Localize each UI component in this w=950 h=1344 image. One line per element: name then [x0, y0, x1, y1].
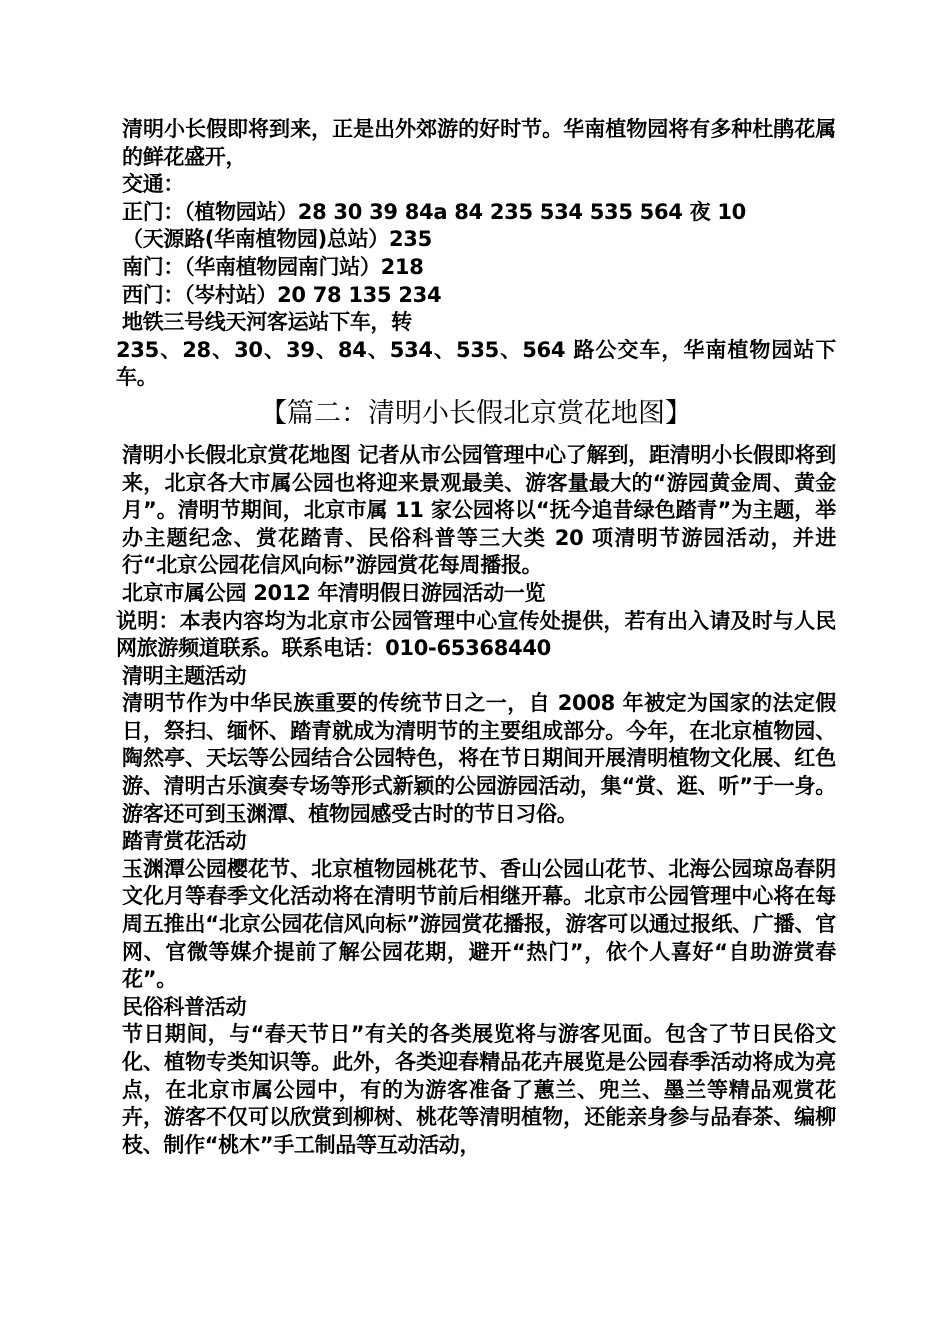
section-heading: 【篇二：清明小长假北京赏花地图】 — [260, 397, 692, 429]
subheading-theme: 清明主题活动 — [122, 663, 247, 688]
flowers-paragraph: 玉渊潭公园樱花节、北京植物园桃花节、香山公园山花节、北海公园琼岛春阴文化月等春季文化活动将在清明节前后相继开幕。北京市公园管理中心将在每周五推出“北京公园花信风向标”游园赏花播报，游客可以通过报纸、广播、官网、官微等媒介提前了解公园花期，避开“热门”，依个人喜好“自助游赏春花”。 — [122, 856, 836, 992]
theme-paragraph: 清明节作为中华民族重要的传统节日之一，自 2008 年被定为国家的法定假日，祭扫、缅怀、踏青就成为清明节的主要组成部分。今年，在北京植物园、陶然亭、天坛等公园结合公园特色，将在节日期间开展清明植物文化展、红色游、清明古乐演奏专场等形式新颖的公园游园活动，集“赏、逛、听”于一身。游客还可到玉渊潭、植物园感受古时的节日习俗。 — [122, 691, 836, 826]
tianyuan-line: （天源路(华南植物园)总站）235 — [122, 227, 432, 252]
beijing-intro-paragraph: 清明小长假北京赏花地图 记者从市公园管理中心了解到，距清明小长假即将到来，北京各大市属公园也将迎来景观最美、游客量最大的“游园黄金周、黄金月”。清明节期间，北京市属 11 家公园将以“抚今追昔绿色踏青”为主题，举办主题纪念、赏花踏青、民俗科普等三大类 20 项清明节游园活动，并进行“北京公园花信风向标”游园赏花每周播报。 — [122, 442, 836, 578]
west-gate-line: 西门：（岑村站）20 78 135 234 — [122, 282, 442, 307]
note-paragraph: 说明：本表内容均为北京市公园管理中心宣传处提供，若有出入请及时与人民网旅游频道联系。联系电话：010-65368440 — [116, 608, 836, 661]
bus-transfer-line: 235、28、30、39、84、534、535、564 路公交车，华南植物园站下车。 — [116, 337, 836, 390]
folk-paragraph: 节日期间，与“春天节日”有关的各类展览将与游客见面。包含了节日民俗文化、植物专类知识等。此外，各类迎春精品花卉展览是公园春季活动将成为亮点，在北京市属公园中，有的为游客准备了蕙兰、兜兰、墨兰等精品观赏花卉，游客不仅可以欣赏到柳树、桃花等清明植物，还能亲身参与品春茶、编柳枝、制作“桃木”手工制品等互动活动， — [122, 1022, 836, 1157]
subheading-flowers: 踏青赏花活动 — [122, 829, 247, 854]
main-gate-line: 正门：（植物园站）28 30 39 84a 84 235 534 535 564 夜 10 — [122, 199, 746, 224]
transport-label: 交通： — [122, 172, 185, 197]
subheading-folk: 民俗科普活动 — [122, 994, 247, 1019]
intro-paragraph: 清明小长假即将到来，正是出外郊游的好时节。华南植物园将有多种杜鹃花属的鲜花盛开， — [122, 117, 836, 169]
document-page — [116, 116, 836, 1159]
south-gate-line: 南门：（华南植物园南门站）218 — [122, 254, 424, 279]
metro-line: 地铁三号线天河客运站下车，转 — [122, 310, 412, 335]
table-title: 北京市属公园 2012 年清明假日游园活动一览 — [122, 580, 546, 605]
